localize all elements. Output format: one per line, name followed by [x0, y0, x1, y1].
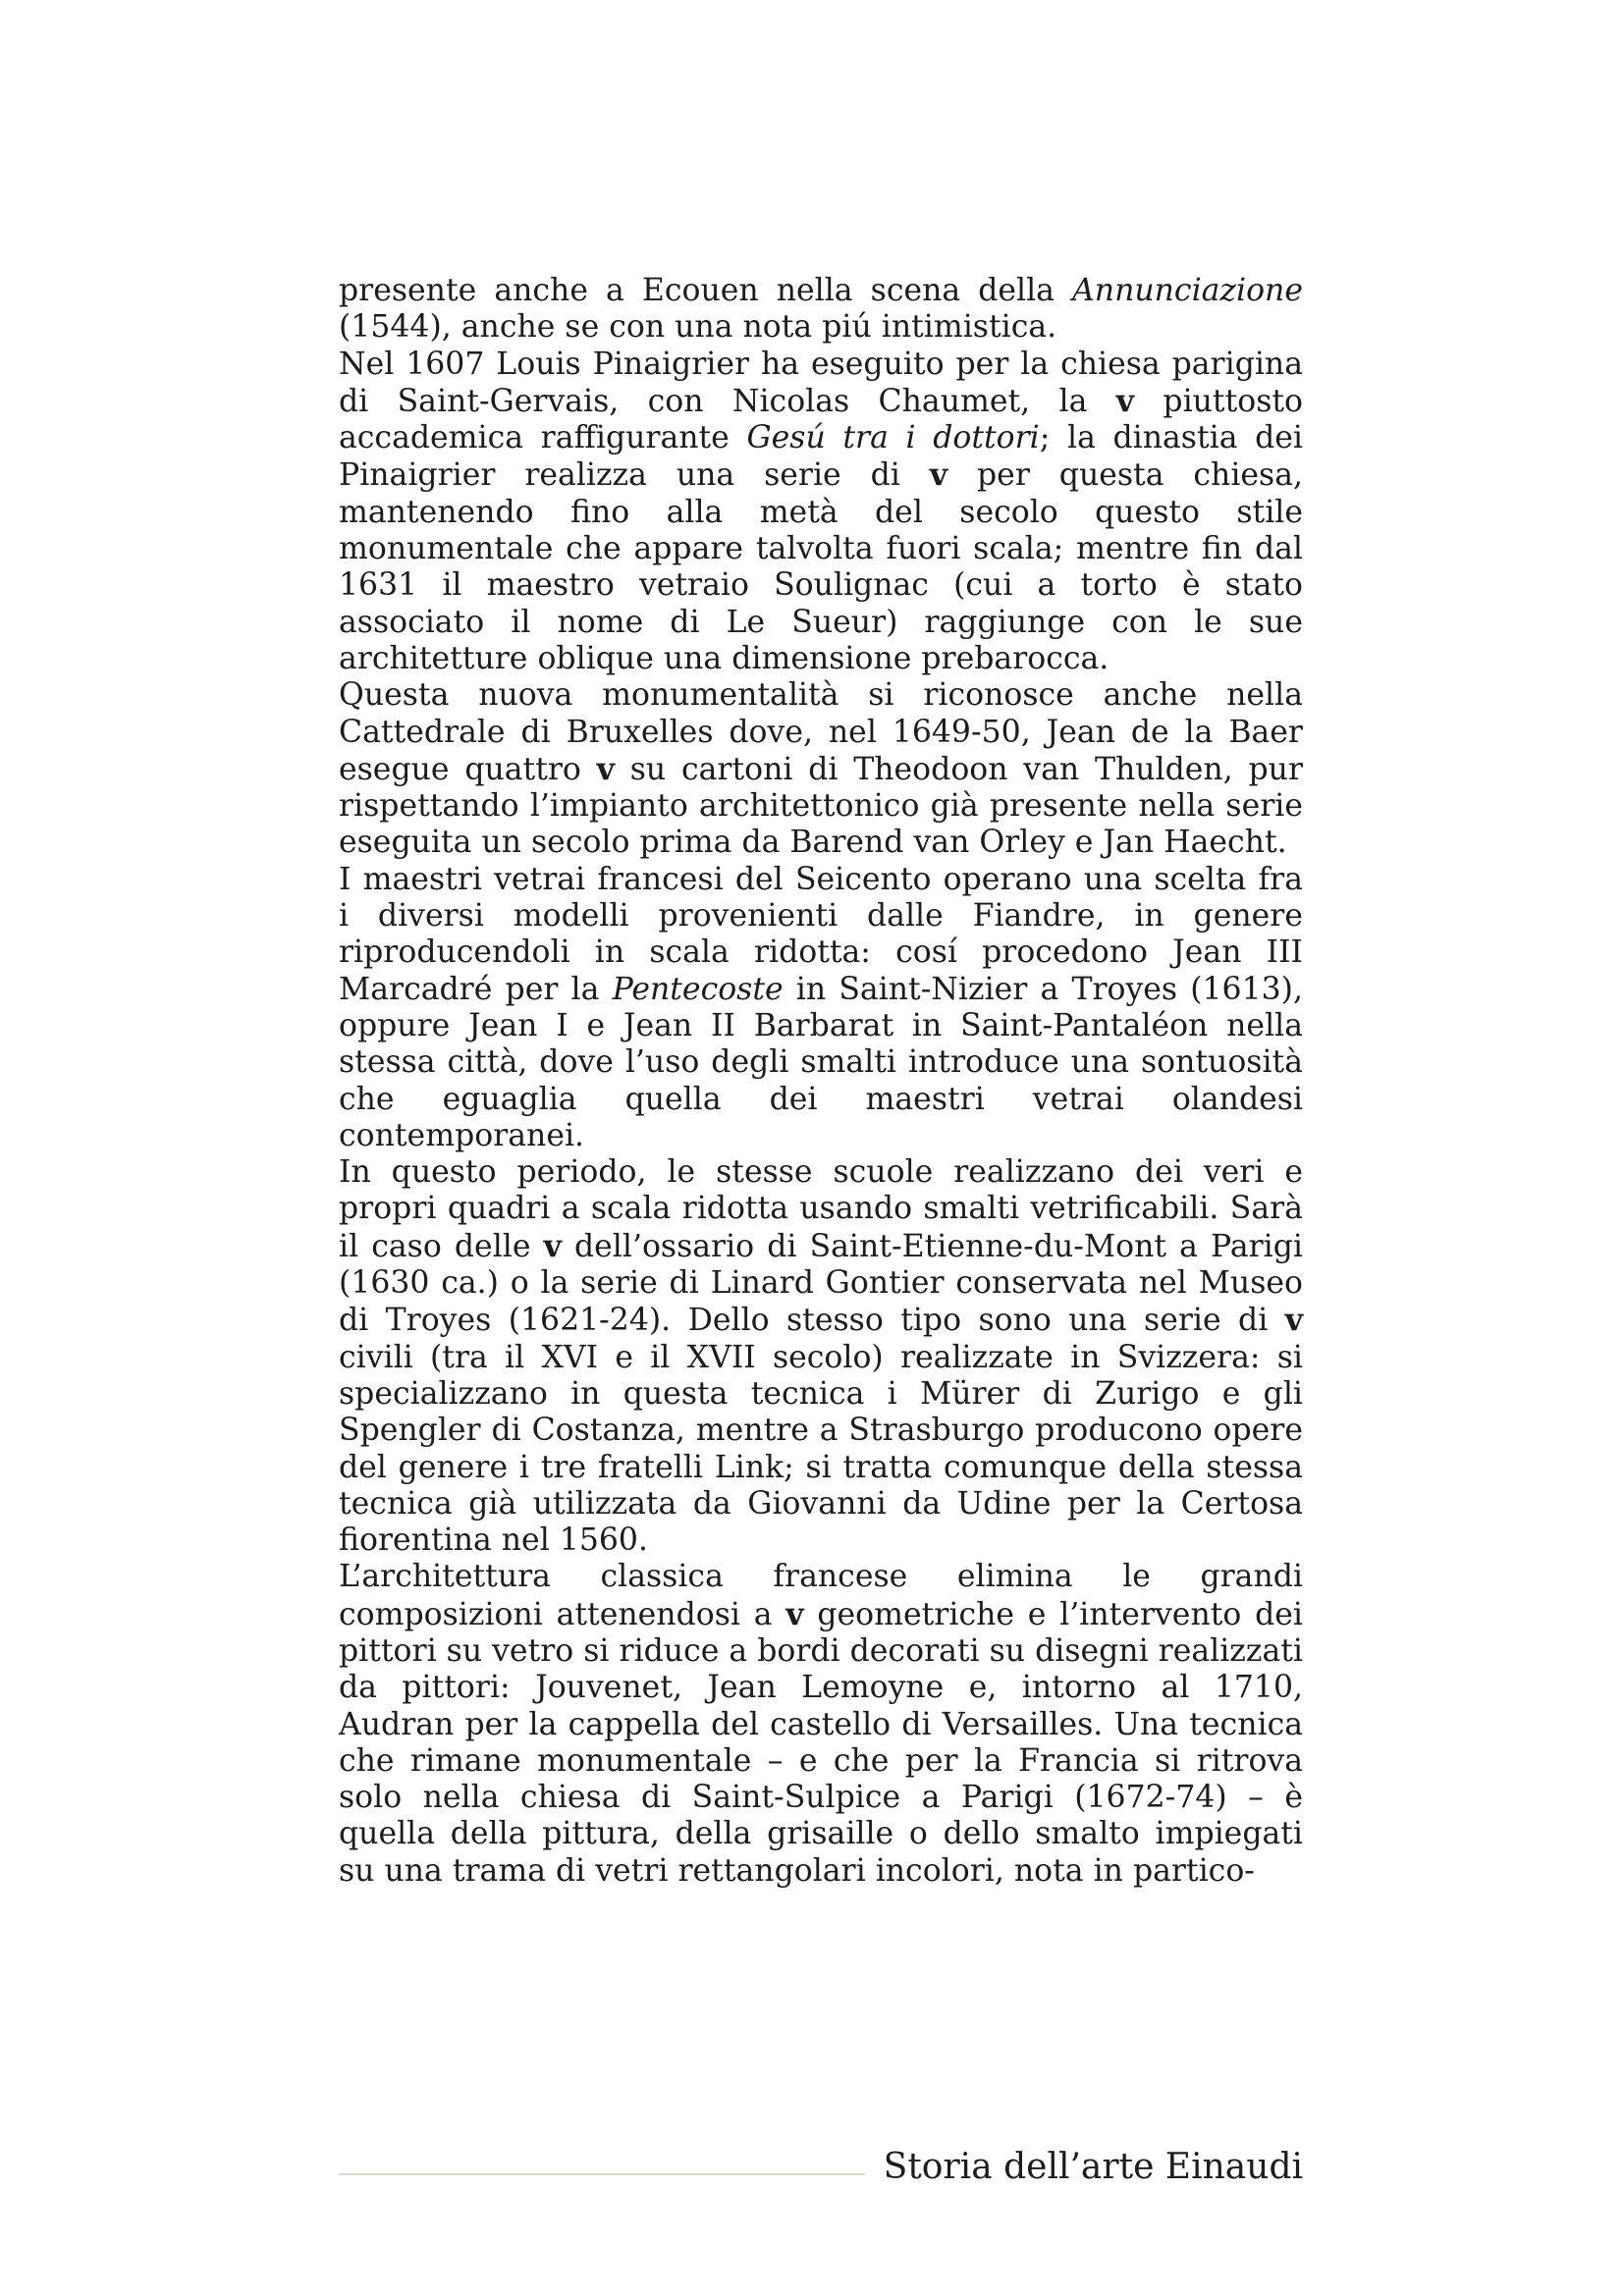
paragraph [339, 1559, 1303, 1890]
bold-term: v [1284, 1302, 1303, 1339]
italic-title: Annunciazione [1072, 273, 1303, 308]
paragraph [339, 677, 1303, 861]
text-run: Nel 1607 Louis Pinaigrier ha eseguito per la chiesa parigina di Saint-Gervais, con Nicolas Chaumet, la [339, 346, 1303, 419]
body-text [339, 273, 1303, 1890]
text-run: piuttosto accademica raffigurante [339, 383, 1303, 456]
bold-term: v [929, 456, 948, 494]
paragraph [339, 347, 1303, 678]
text-run: In questo periodo, le stesse scuole realizzano dei veri e propri quadri a scala ridotta usando smalti vetrificabili. Sarà il caso delle [339, 1154, 1303, 1264]
bold-term: v [596, 750, 615, 787]
text-run: L’architettura classica francese elimina le grandi composizioni attenendosi a [339, 1559, 1303, 1632]
text-run: presente anche a Ecouen nella scena della [339, 273, 1073, 308]
paragraph [339, 1154, 1303, 1559]
text-run: (1544), anche se con una nota piú intimistica. [339, 309, 1057, 346]
text-run: per questa chiesa, mantenendo fino alla metà del secolo questo stile monumentale che appare talvolta fuori scala; mentre fin dal 1631 il maestro vetraio Soulignac (cui a torto è stato associato il nome di Le Sueur) raggiunge con le sue architetture oblique una dimensione prebarocca. [339, 457, 1304, 676]
paragraph [339, 862, 1303, 1154]
italic-title: Gesú tra i dottori [746, 420, 1040, 456]
text-run: ; la dinastia dei Pinaigrier realizza una serie di [339, 420, 1303, 494]
text-run: I maestri vetrai francesi del Seicento operano una scelta fra i diversi modelli provenienti dalle Fiandre, in genere riproducendoli in scala ridotta: cosí procedono Jean III Marcadré per la [339, 861, 1303, 1007]
text-run: dell’ossario di Saint-Etienne-du-Mont a Parigi (1630 ca.) o la serie di Linard Gontier conservata nel Museo di Troyes (1621-24). Dello stesso tipo sono una serie di [339, 1228, 1303, 1339]
bold-term: v [543, 1227, 562, 1264]
text-run: geometriche e l’intervento dei pittori su vetro si riduce a bordi decorati su disegni realizzati da pittori: Jouvenet, Jean Lemoyne e, intorno al 1710, Audran per la cappella del castello di Versailles. Una tecnica che rimane monumentale – e che per la Francia si ritrova solo nella chiesa di Saint-Sulpice a Parigi (1672-74) – è quella della pittura, della grisaille o dello smalto impiegati su una trama di vetri rettangolari incolori, nota in partico- [339, 1596, 1304, 1889]
text-run: in Saint-Nizier a Troyes (1613), oppure Jean I e Jean II Barbarat in Saint-Pantaléon nella stessa città, dove l’uso degli smalti introduce una sontuosità che eguaglia quella dei maestri vetrai olandesi contemporanei. [339, 971, 1303, 1153]
footer-rule [339, 2173, 865, 2175]
bold-term: v [1115, 382, 1135, 419]
text-run: Questa nuova monumentalità si riconosce anche nella Cattedrale di Bruxelles dove, nel 1649-50, Jean de la Baer esegue quattro [339, 677, 1303, 787]
bold-term: v [785, 1595, 804, 1632]
italic-title: Pentecoste [612, 971, 784, 1007]
paragraph [339, 273, 1303, 347]
text-run: su cartoni di Theodoon van Thulden, pur rispettando l’impianto architettonico già presente nella serie eseguita un secolo prima da Barend van Orley e Jan Haecht. [339, 751, 1304, 861]
footer-title: Storia dell’arte Einaudi [883, 2147, 1303, 2187]
text-run: civili (tra il XVI e il XVII secolo) realizzate in Svizzera: si specializzano in questa tecnica i Mürer di Zurigo e gli Spengler di Costanza, mentre a Strasburgo producono opere del genere i tre fratelli Link; si tratta comunque della stessa tecnica già utilizzata da Giovanni da Udine per la Certosa fiorentina nel 1560. [339, 1339, 1303, 1559]
